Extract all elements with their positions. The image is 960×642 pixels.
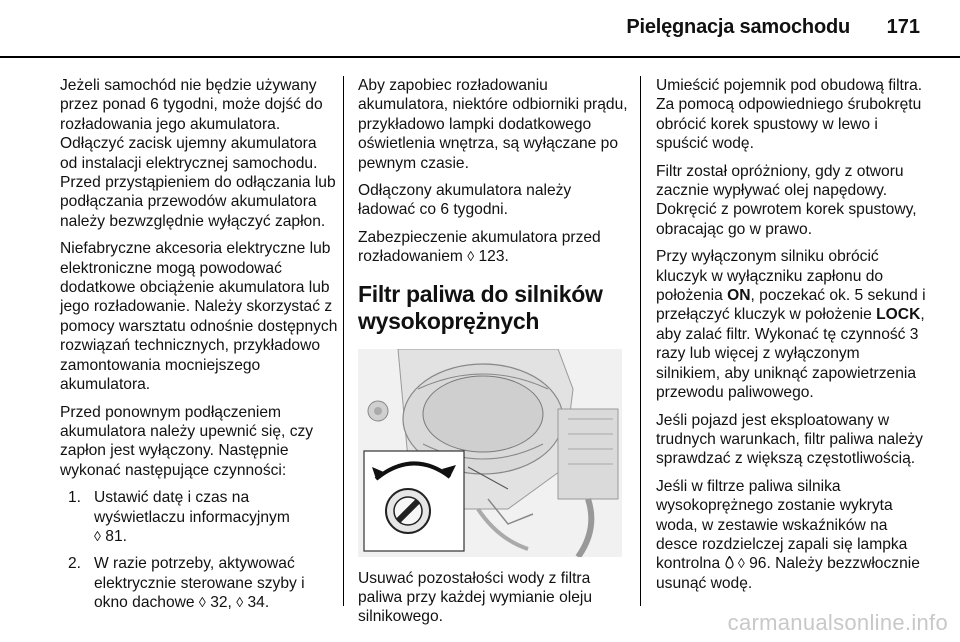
list-item (68, 554, 338, 612)
key-position-lock: LOCK (876, 306, 921, 324)
fuel-filter-drawing (358, 349, 622, 557)
page-ref[interactable]: 96. (749, 555, 771, 573)
page-ref[interactable]: 81. (105, 527, 127, 545)
key-position-on: ON (727, 287, 751, 305)
section-heading: Filtr paliwa do silników wysokoprężnych (358, 280, 603, 334)
column-divider (640, 76, 641, 606)
list-number: 2. (68, 555, 82, 573)
column-divider (343, 76, 344, 606)
paragraph: Niefabryczne akcesoria elektryczne lub elektroniczne mogą powodować dodatkowe obciążenie akumulatora lub jego rozładowanie. Należy skorzystać z pomocy warsztatu odnośnie dostępnych rozwiązań technicznych, przykładowo zamontowania mocniejszego akumulatora. (60, 240, 338, 394)
page-title: Pielęgnacja samochodu (626, 16, 850, 38)
water-in-fuel-icon (725, 556, 734, 569)
page-ref[interactable]: 123. (478, 248, 509, 266)
page-number: 171 (886, 16, 920, 38)
paragraph: Zabezpieczenie akumulatora przed rozładowaniem ◊ 123. (358, 228, 601, 266)
paragraph: Jeśli w filtrze paliwa silnika wysokoprężnego zostanie wykryta woda, w zestawie wskaźników na desce rozdzielczej zapali się lampka kontrolna ◊ 96. Należy bezzwłocznie usunąć wodę. (656, 477, 920, 592)
page-ref-icon: ◊ (236, 594, 244, 611)
paragraph: Przy wyłączonym silniku obrócić kluczyk w wyłączniku zapłonu do położenia ON, poczekać ok. 5 sekund i przełączyć kluczyk w położenie LOCK, aby zalać filtr. Wykonać tę czynność 3 razy lub więcej z wyłączonym silnikiem, aby uniknąć zapowietrzenia przewodu paliwowego. (656, 248, 926, 402)
page-ref-icon: ◊ (737, 555, 745, 572)
page-ref[interactable]: 32, (210, 594, 232, 612)
watermark: carmanualsonline.info (727, 610, 948, 635)
steps-list (60, 488, 338, 612)
paragraph: Filtr został opróżniony, gdy z otworu zacznie wypływać olej napędowy. Dokręcić z powrotem korek spustowy, obracając go w prawo. (656, 162, 917, 238)
page-ref-icon: ◊ (467, 248, 475, 265)
figure-caption: Usuwać pozostałości wody z filtra paliwa przy każdej wymianie oleju silnikowego. (358, 569, 593, 626)
page-header (0, 0, 960, 62)
list-item (68, 488, 338, 546)
paragraph: Aby zapobiec rozładowaniu akumulatora, niektóre odbiorniki prądu, przykładowo lampki dodatkowego oświetlenia wnętrza, są wyłączane po pewnym czasie. (358, 77, 628, 172)
page-ref[interactable]: 34. (247, 594, 270, 612)
list-text: W razie potrzeby, aktywować elektrycznie sterowane szyby i okno dachowe (94, 555, 305, 612)
column-3 (656, 76, 926, 601)
paragraph: Jeśli pojazd jest eksploatowany w trudnych warunkach, filtr paliwa należy sprawdzać z większą częstotliwością. (656, 411, 923, 468)
header-rule (0, 56, 960, 58)
paragraph: Umieścić pojemnik pod obudową filtra. Za pomocą odpowiedniego śrubokrętu obrócić korek spustowy w lewo i spuścić wodę. (656, 77, 923, 153)
column-1 (60, 76, 338, 621)
page-ref-icon: ◊ (198, 594, 206, 611)
page-ref-icon: ◊ (94, 527, 101, 544)
paragraph: Jeżeli samochód nie będzie używany przez ponad 6 tygodni, może dojść do rozładowania jego akumulatora. Odłączyć zacisk ujemny akumulatora od instalacji elektrycznej samochodu. Przed przystąpieniem do odłączania lub podłączania przewodów akumulatora należy bezwzględnie wyłączyć zapłon. (60, 77, 336, 230)
list-number: 1. (68, 489, 82, 507)
column-2 (358, 76, 628, 635)
paragraph: Przed ponownym podłączeniem akumulatora należy upewnić się, czy zapłon jest wyłączony. Następnie wykonać następujące czynności: (60, 403, 314, 479)
fuel-filter-illustration (358, 349, 622, 557)
list-text: Ustawić datę i czas na wyświetlaczu informacyjnym (94, 489, 290, 526)
paragraph: Odłączony akumulatora należy ładować co 6 tygodni. (358, 182, 572, 219)
